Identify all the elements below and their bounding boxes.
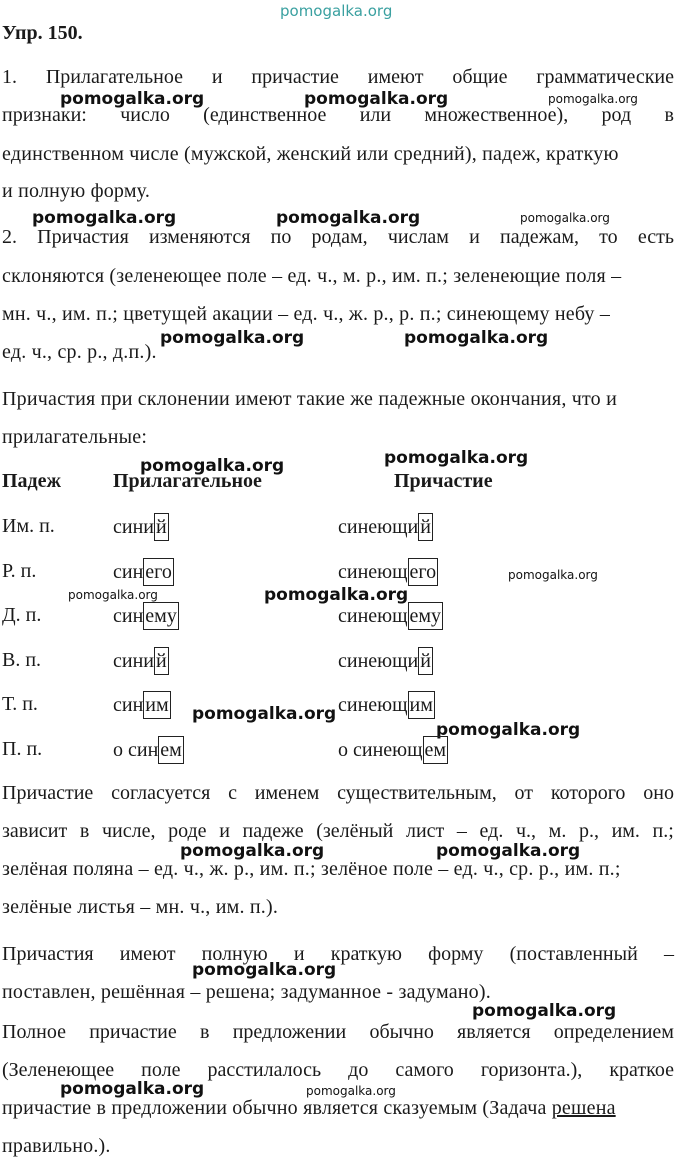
case-label: Т. п. xyxy=(2,693,38,715)
p6-line1: Полное причастие в предложении обычно является определением xyxy=(2,1021,674,1043)
ending-box: его xyxy=(143,558,174,586)
ending-box: й xyxy=(154,647,169,675)
watermark: pomogalka.org xyxy=(192,704,337,724)
adjective-form: син ему xyxy=(113,602,179,630)
p5-line1: Причастия имеют полную и краткую форму (поставленный – xyxy=(2,943,674,965)
watermark: pomogalka.org xyxy=(304,89,449,109)
participle-form: о синеющ ем xyxy=(338,736,448,764)
watermark-top: pomogalka.org xyxy=(280,2,393,20)
ending-box: ему xyxy=(143,602,179,630)
ending-box: ему xyxy=(408,602,444,630)
watermark: pomogalka.org xyxy=(436,720,581,740)
watermark: pomogalka.org xyxy=(180,841,325,861)
p1-line1: 1. Прилагательное и причастие имеют общие грамматические xyxy=(2,66,674,88)
header-participle: Причастие xyxy=(394,470,493,492)
watermark: pomogalka.org xyxy=(384,448,529,468)
watermark: pomogalka.org xyxy=(472,1001,617,1021)
case-label: В. п. xyxy=(2,649,42,671)
case-label: Им. п. xyxy=(2,515,55,537)
p4-line4: зелёные листья – мн. ч., им. п.). xyxy=(2,896,279,918)
adjective-form: сини й xyxy=(113,513,169,541)
watermark: pomogalka.org xyxy=(276,208,421,228)
p4-line3: зелёная поляна – ед. ч., ж. р., им. п.; зелёное поле – ед. ч., ср. р., им. п.; xyxy=(2,858,621,880)
watermark: pomogalka.org xyxy=(520,211,610,225)
watermark: pomogalka.org xyxy=(508,568,598,582)
p1-line3: единственном числе (мужской, женский или средний), падеж, краткую xyxy=(2,143,619,165)
ending-box: им xyxy=(143,691,170,719)
p2-line2: склоняются (зеленеющее поле – ед. ч., м. р., им. п.; зеленеющие поля – xyxy=(2,265,622,287)
adjective-form: сини й xyxy=(113,647,169,675)
p4-line2: зависит в числе, роде и падеже (зелёный лист – ед. ч., м. р., им. п.; xyxy=(2,820,674,842)
p3-line1: Причастия при склонении имеют такие же падежные окончания, что и xyxy=(2,388,617,410)
p5-line2: поставлен, решённая – решена; задуманное - задумано). xyxy=(2,981,491,1003)
watermark: pomogalka.org xyxy=(60,89,205,109)
watermark: pomogalka.org xyxy=(436,841,581,861)
p3-line2: прилагательные: xyxy=(2,426,148,448)
watermark: pomogalka.org xyxy=(68,588,158,602)
adjective-form: о син ем xyxy=(113,736,184,764)
watermark: pomogalka.org xyxy=(264,585,409,605)
adjective-form: син им xyxy=(113,691,171,719)
ending-box: ем xyxy=(158,736,184,764)
watermark: pomogalka.org xyxy=(160,328,305,348)
exercise-title: Упр. 150. xyxy=(2,22,83,44)
watermark: pomogalka.org xyxy=(404,328,549,348)
ending-box: его xyxy=(408,558,439,586)
watermark: pomogalka.org xyxy=(548,92,638,106)
participle-form: синеющ им xyxy=(338,691,435,719)
case-label: Д. п. xyxy=(2,604,42,626)
p6-line3: причастие в предложении обычно является сказуемым (Задача решена xyxy=(2,1097,616,1119)
participle-form: синеющи й xyxy=(338,647,433,675)
p4-line1: Причастие согласуется с именем существительным, от которого оно xyxy=(2,782,674,804)
watermark: pomogalka.org xyxy=(32,208,177,228)
p1-line4: и полную форму. xyxy=(2,180,151,202)
p2-line4: ед. ч., ср. р., д.п.). xyxy=(2,341,157,363)
p6-line2: (Зеленеющее поле расстилалось до самого горизонта.), краткое xyxy=(2,1059,674,1081)
watermark: pomogalka.org xyxy=(140,456,285,476)
participle-form: синеющ его xyxy=(338,558,438,586)
p2-line3: мн. ч., им. п.; цветущей акации – ед. ч., ж. р., р. п.; синеющему небу – xyxy=(2,303,611,325)
header-adjective: Прилагательное xyxy=(113,470,262,492)
ending-box: им xyxy=(408,691,435,719)
p2-line1: 2. Причастия изменяются по родам, числам и падежам, то есть xyxy=(2,226,674,248)
ending-box: й xyxy=(154,513,169,541)
adjective-form: син его xyxy=(113,558,174,586)
ending-box: й xyxy=(418,647,433,675)
p1-line2: признаки: число (единственное или множественное), род в xyxy=(2,104,674,126)
p6-line4: правильно.). xyxy=(2,1135,111,1157)
ending-box: й xyxy=(418,513,433,541)
participle-form: синеющи й xyxy=(338,513,433,541)
watermark: pomogalka.org xyxy=(192,960,337,980)
watermark: pomogalka.org xyxy=(60,1079,205,1099)
case-label: Р. п. xyxy=(2,560,37,582)
participle-form: синеющ ему xyxy=(338,602,443,630)
ending-box: ем xyxy=(423,736,449,764)
header-case: Падеж xyxy=(2,470,62,492)
case-label: П. п. xyxy=(2,738,43,760)
watermark: pomogalka.org xyxy=(306,1084,396,1098)
